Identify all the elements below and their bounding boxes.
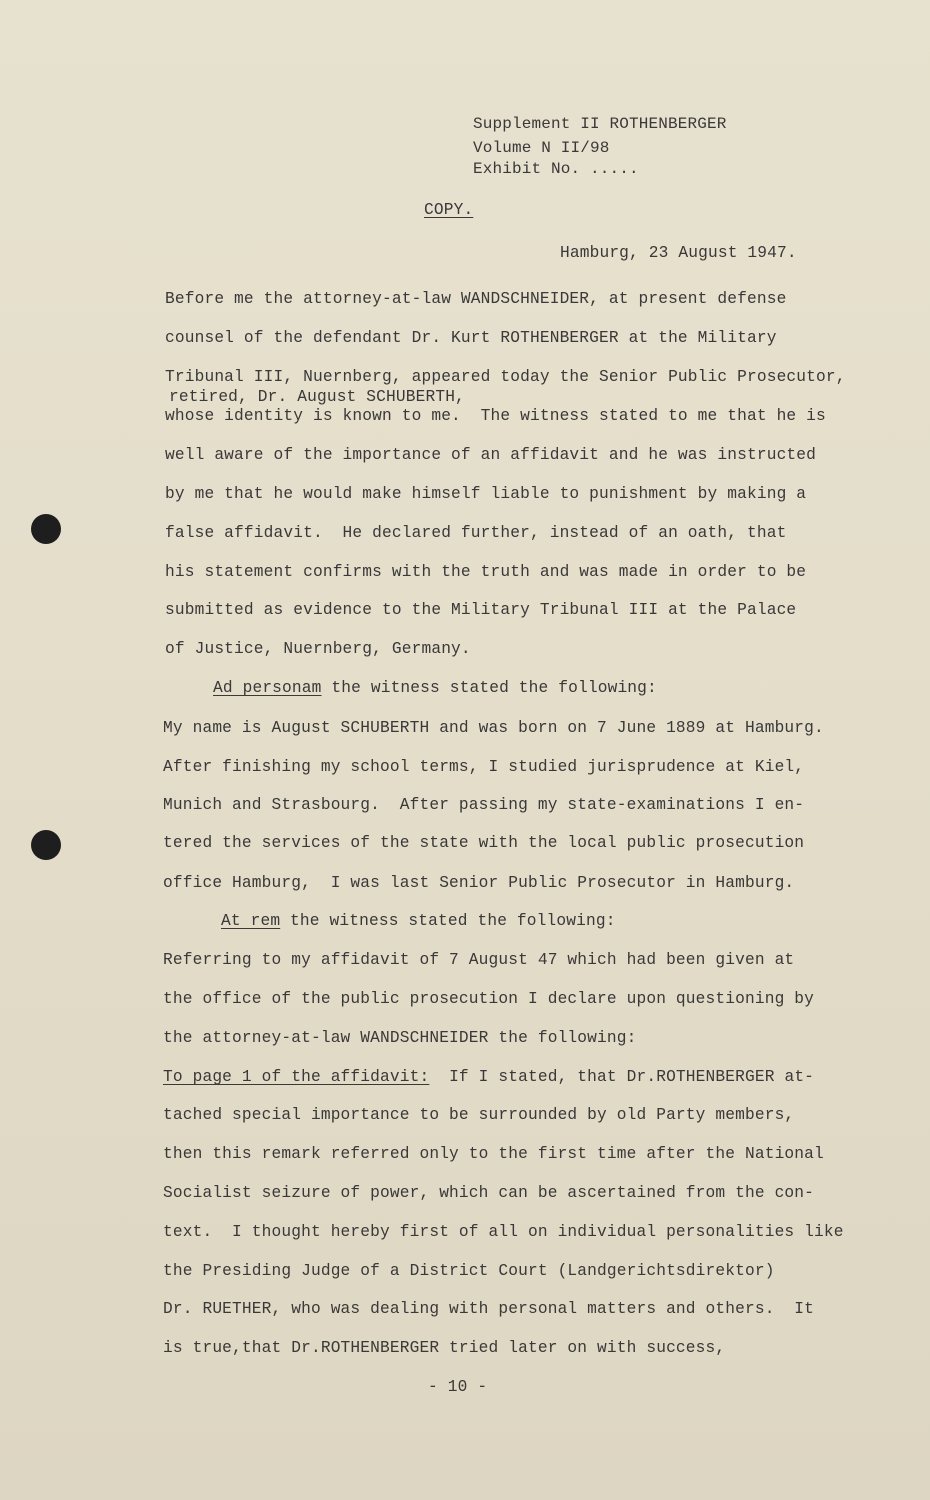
body-line-24: then this remark referred only to the first time after the National bbox=[163, 1145, 824, 1163]
body-line-4: retired, Dr. August SCHUBERTH, bbox=[169, 388, 465, 406]
body-line-14: After finishing my school terms, I studied jurisprudence at Kiel, bbox=[163, 758, 805, 776]
punch-hole-bottom bbox=[31, 830, 61, 860]
body-line-6: well aware of the importance of an affidavit and he was instructed bbox=[165, 446, 817, 464]
body-line-8: false affidavit. He declared further, instead of an oath, that bbox=[165, 524, 787, 542]
body-line-27: the Presiding Judge of a District Court (Landgerichtsdirektor) bbox=[163, 1262, 775, 1280]
body-line-2: counsel of the defendant Dr. Kurt ROTHENBERGER at the Military bbox=[165, 329, 777, 347]
at-rem-line bbox=[221, 911, 616, 931]
place-date: Hamburg, 23 August 1947. bbox=[560, 244, 797, 262]
body-line-3: Tribunal III, Nuernberg, appeared today the Senior Public Prosecutor, bbox=[165, 368, 846, 386]
to-page-heading: To page 1 of the affidavit: bbox=[163, 1068, 430, 1086]
body-line-9: his statement confirms with the truth and was made in order to be bbox=[165, 563, 807, 581]
at-rem-heading: At rem bbox=[221, 912, 281, 930]
body-line-15: Munich and Strasbourg. After passing my state-examinations I en- bbox=[163, 796, 805, 814]
copy-label: COPY. bbox=[424, 201, 474, 219]
ad-personam-text: the witness stated the following: bbox=[321, 679, 657, 697]
body-line-16: tered the services of the state with the local public prosecution bbox=[163, 834, 805, 852]
body-line-20: the office of the public prosecution I declare upon questioning by bbox=[163, 990, 815, 1008]
body-line-11: of Justice, Nuernberg, Germany. bbox=[165, 640, 471, 658]
body-line-26: text. I thought hereby first of all on individual personalities like bbox=[163, 1223, 844, 1241]
page-number: - 10 - bbox=[428, 1378, 488, 1396]
body-line-10: submitted as evidence to the Military Tribunal III at the Palace bbox=[165, 601, 797, 619]
body-line-5: whose identity is known to me. The witness stated to me that he is bbox=[165, 407, 826, 425]
ad-personam-line bbox=[213, 678, 657, 698]
body-line-23: tached special importance to be surrounded by old Party members, bbox=[163, 1106, 795, 1124]
at-rem-text: the witness stated the following: bbox=[280, 912, 616, 930]
to-page-text: If I stated, that Dr.ROTHENBERGER at- bbox=[429, 1068, 815, 1086]
body-line-21: the attorney-at-law WANDSCHNEIDER the following: bbox=[163, 1029, 637, 1047]
body-line-25: Socialist seizure of power, which can be ascertained from the con- bbox=[163, 1184, 815, 1202]
body-line-13: My name is August SCHUBERTH and was born on 7 June 1889 at Hamburg. bbox=[163, 719, 824, 737]
exhibit-line: Exhibit No. ..... bbox=[473, 160, 639, 178]
supplement-line: Supplement II ROTHENBERGER bbox=[473, 115, 727, 133]
body-line-28: Dr. RUETHER, who was dealing with personal matters and others. It bbox=[163, 1300, 815, 1318]
body-line-1: Before me the attorney-at-law WANDSCHNEIDER, at present defense bbox=[165, 290, 787, 308]
volume-line: Volume N II/98 bbox=[473, 139, 610, 157]
body-line-19: Referring to my affidavit of 7 August 47 which had been given at bbox=[163, 951, 795, 969]
to-page-line bbox=[163, 1067, 814, 1087]
body-line-7: by me that he would make himself liable to punishment by making a bbox=[165, 485, 807, 503]
body-line-29: is true,that Dr.ROTHENBERGER tried later on with success, bbox=[163, 1339, 726, 1357]
body-line-17: office Hamburg, I was last Senior Public Prosecutor in Hamburg. bbox=[163, 874, 795, 892]
punch-hole-top bbox=[31, 514, 61, 544]
ad-personam-heading: Ad personam bbox=[213, 679, 322, 697]
